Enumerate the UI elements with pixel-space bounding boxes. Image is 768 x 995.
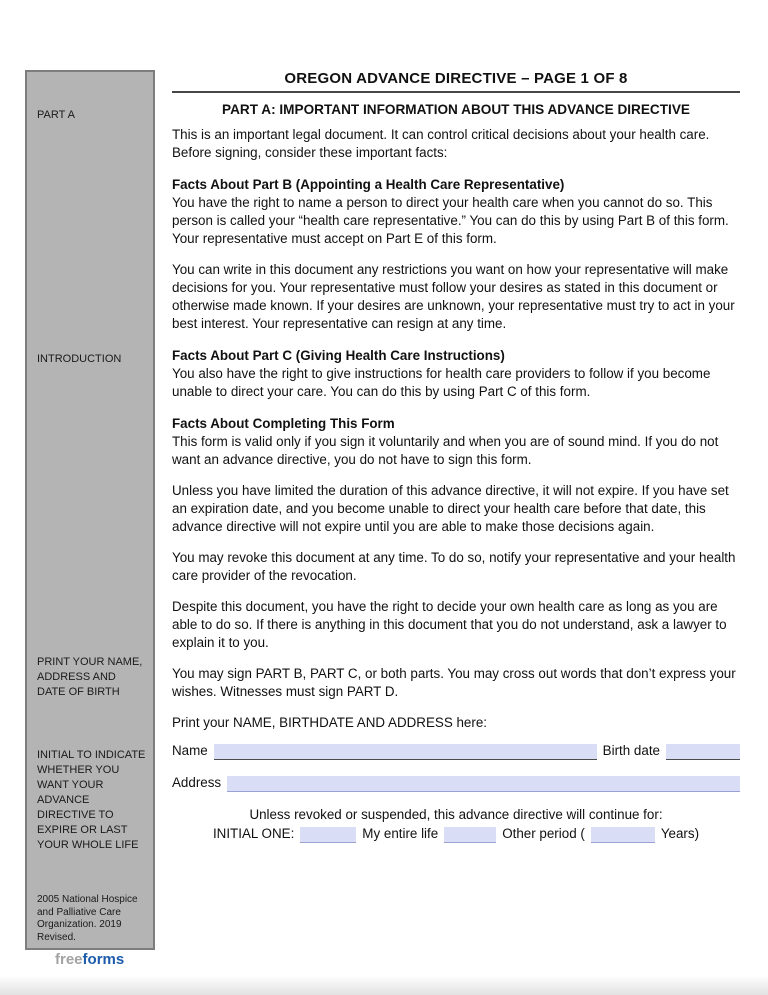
page-title: OREGON ADVANCE DIRECTIVE – PAGE 1 OF 8 (284, 70, 628, 87)
birth-date-label: Birth date (602, 743, 660, 758)
facts-completing-paragraph-4: Despite this document, you have the right to decide your own health care as long as you are able to do so. If there is anything in this document that you do not understand, ask a lawyer to explain it to you. (172, 599, 727, 650)
sidebar-label-initial-note: INITIAL TO INDICATE WHETHER YOU WANT YOUR ADVANCE DIRECTIVE TO EXPIRE OR LAST YOUR WHOLE LIFE (37, 749, 146, 851)
facts-part-b-paragraph-2: You can write in this document any restrictions you want on how your representative will make decisions for you. Your representative must follow your desires as stated in this document or otherwise made known. If your desires are unknown, your representative must try to act in your best interest. Your representative can resign at any time. (172, 262, 735, 331)
facts-part-c-heading: Facts About Part C (Giving Health Care Instructions) (172, 348, 505, 363)
sidebar-label-part-a: PART A (37, 109, 75, 121)
birth-date-field[interactable] (666, 744, 740, 760)
my-entire-life-label: My entire life (362, 826, 439, 841)
part-a-heading: PART A: IMPORTANT INFORMATION ABOUT THIS ADVANCE DIRECTIVE (222, 102, 690, 117)
document-body (172, 70, 740, 843)
print-instruction: Print your NAME, BIRTHDATE AND ADDRESS here: (172, 715, 488, 730)
freeforms-logo (55, 951, 124, 968)
facts-completing-paragraph-2: Unless you have limited the duration of this advance directive, it will not expire. If you have set an expiration date, and you become unable to direct your health care before that date, this advance directive will not expire until you are able to make those decisions again. (172, 483, 729, 534)
facts-part-b-heading: Facts About Part B (Appointing a Health Care Representative) (172, 177, 565, 192)
name-field[interactable] (214, 744, 597, 760)
address-row (172, 774, 740, 792)
initial-one-row (172, 825, 740, 843)
sidebar-label-introduction: INTRODUCTION (37, 353, 122, 365)
address-field[interactable] (227, 776, 740, 792)
facts-completing-paragraph-5: You may sign PART B, PART C, or both parts. You may cross out words that don’t express your wishes. Witnesses must sign PART D. (172, 666, 736, 699)
title-divider (172, 91, 740, 93)
address-label: Address (172, 775, 222, 790)
facts-part-c-paragraph-1: You also have the right to give instructions for health care providers to follow if you become unable to direct your care. You can do this by using Part C of this form. (172, 366, 711, 399)
name-label: Name (172, 743, 208, 758)
facts-completing-paragraph-1: This form is valid only if you sign it voluntarily and when you are of sound mind. If you do not want an advance directive, you do not have to sign this form. (172, 434, 719, 467)
other-period-label: Other period ( (502, 826, 585, 841)
sidebar-label-print-name: PRINT YOUR NAME, ADDRESS AND DATE OF BIRTH (37, 656, 143, 698)
facts-part-b-paragraph-1: You have the right to name a person to direct your health care when you cannot do so. This person is called your “health care representative.” You can do this by using Part B of this form. Your representative must accept on Part E of this form. (172, 195, 729, 246)
other-period-initial-field[interactable] (444, 827, 496, 843)
intro-paragraph: This is an important legal document. It can control critical decisions about your health care. Before signing, consider these important facts: (172, 127, 710, 160)
name-row (172, 742, 740, 760)
my-entire-life-initial-field[interactable] (300, 827, 356, 843)
logo-text-free: free (55, 951, 83, 968)
margin-notes-sidebar (25, 70, 155, 950)
years-field[interactable] (591, 827, 655, 843)
page-bottom-shadow (0, 975, 768, 995)
sidebar-label-copyright: 2005 National Hospice and Palliative Care Organization. 2019 Revised. (37, 894, 138, 943)
facts-completing-heading: Facts About Completing This Form (172, 416, 395, 431)
continue-statement: Unless revoked or suspended, this advance directive will continue for: (249, 807, 663, 822)
initial-one-label: INITIAL ONE: (212, 826, 295, 841)
years-label: Years) (660, 826, 700, 841)
logo-text-forms: forms (82, 951, 125, 968)
facts-completing-paragraph-3: You may revoke this document at any time. To do so, notify your representative and your health care provider of the revocation. (172, 550, 736, 583)
